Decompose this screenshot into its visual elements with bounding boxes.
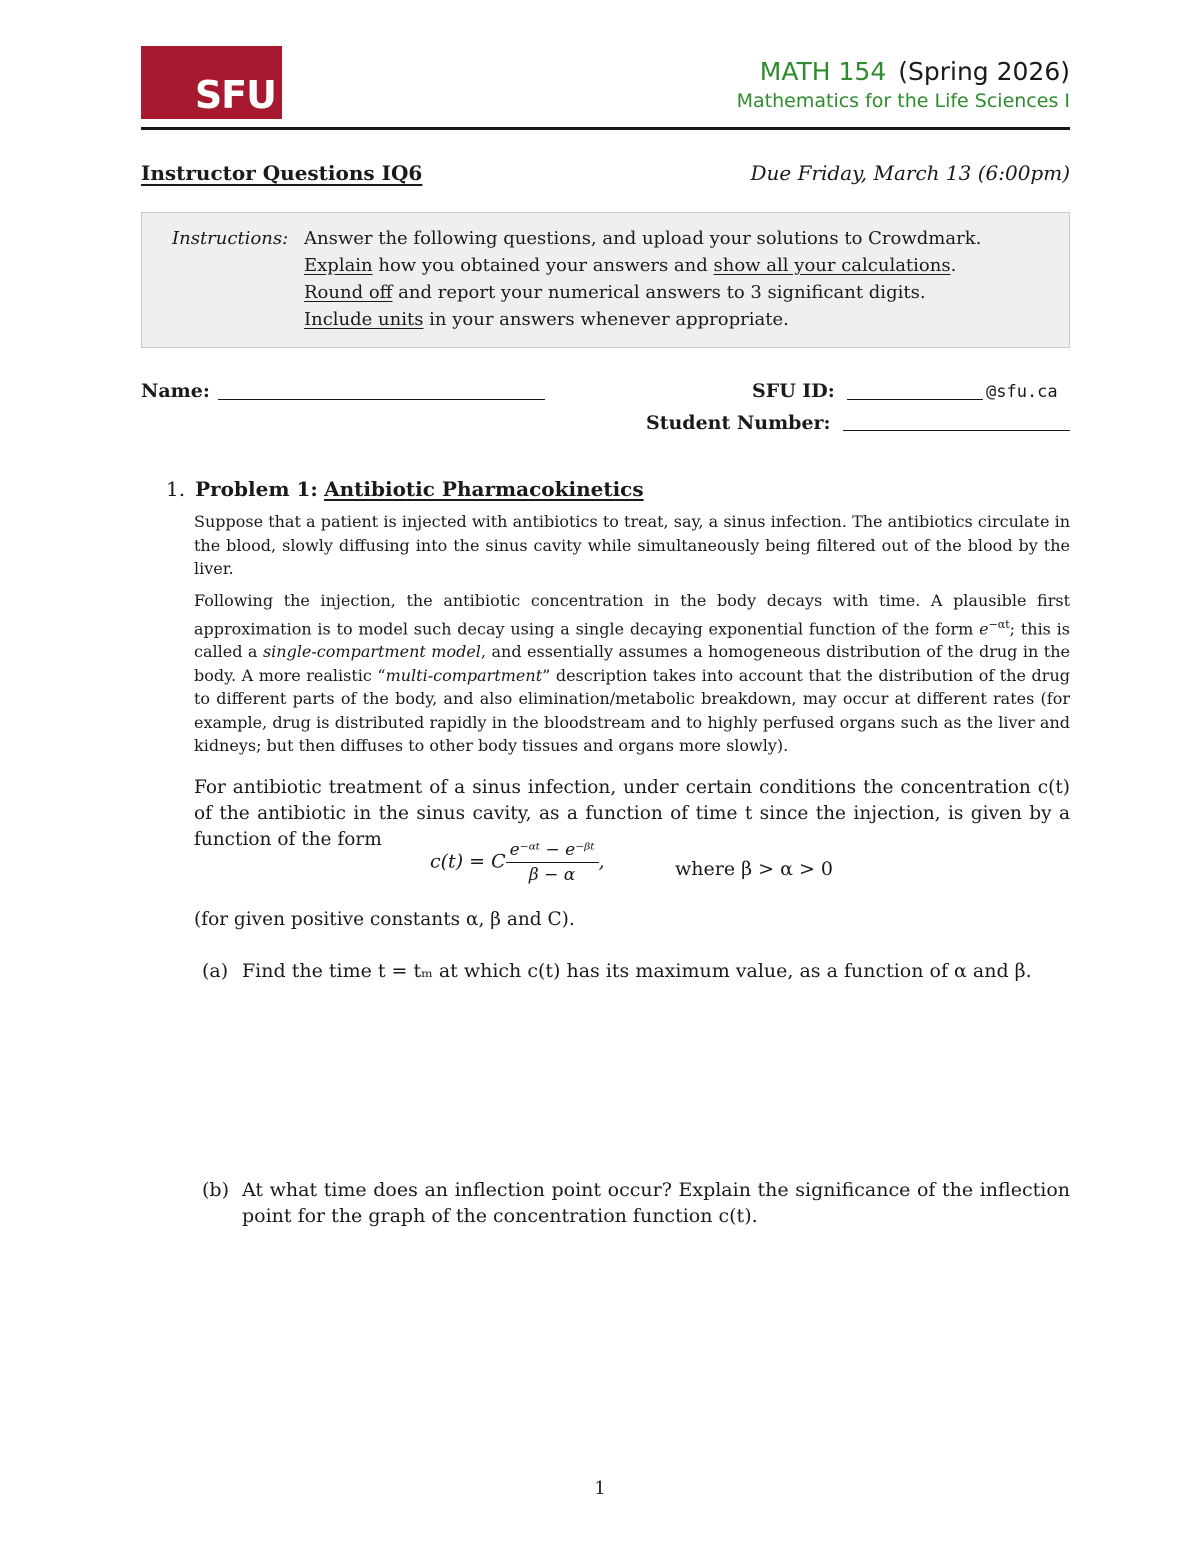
- instruction-emphasis: Include units: [304, 309, 424, 330]
- name-label: Name:: [141, 380, 210, 402]
- course-title: [760, 57, 1070, 86]
- formula-condition: where β > α > 0: [675, 858, 834, 880]
- instruction-line-3: [304, 282, 926, 303]
- instruction-text: in your answers whenever appropriate.: [423, 309, 789, 330]
- sfu-id-field[interactable]: [847, 399, 983, 400]
- instruction-text: and report your numerical answers to 3 significant digits.: [392, 282, 926, 303]
- paragraph-emphasis: multi-compartment: [385, 665, 543, 685]
- instruction-emphasis: show all your calculations: [713, 255, 951, 276]
- problem-prefix: Problem 1:: [195, 477, 318, 501]
- header-rule: [141, 127, 1070, 130]
- problem-number: 1.: [166, 477, 186, 501]
- sfu-id-suffix: @sfu.ca: [986, 382, 1058, 402]
- part-b-text: At what time does an inflection point occur? Explain the significance of the inflection point for the graph of the concentration function c(t).: [242, 1179, 1070, 1227]
- name-field[interactable]: [218, 399, 545, 400]
- instruction-text: how you obtained your answers and: [372, 255, 714, 276]
- problem-title: Antibiotic Pharmacokinetics: [324, 477, 644, 501]
- sfu-id-label: SFU ID:: [752, 380, 835, 402]
- problem-paragraph-1: Suppose that a patient is injected with antibiotics to treat, say, a sinus infection. The antibiotics circulate in the blood, slowly diffusing into the sinus cavity while simultaneously being filtered out of the blood by the liver.: [194, 512, 1070, 578]
- formula-lhs: c(t) = C: [430, 850, 506, 873]
- student-number-field[interactable]: [843, 430, 1070, 431]
- problem-paragraph-4: (for given positive constants α, β and C).: [194, 909, 575, 930]
- paragraph-text: ” description takes into account that the distribution of the drug to different parts of the body, and also elimination/metabolic breakdown, may occur at different rates (for example, drug is distributed rapidly in the bloodstream and to highly perfused organs such as the liver and kidneys; but then diffuses to other body tissues and organs more slowly).: [194, 665, 1070, 756]
- assignment-title: Instructor Questions IQ6: [141, 161, 423, 185]
- problem-paragraph-3: For antibiotic treatment of a sinus infection, under certain conditions the concentration c(t) of the antibiotic in the sinus cavity, as a function of time t since the injection, is given by a function of the form: [194, 777, 1070, 850]
- formula-denominator: β − α: [528, 865, 576, 885]
- sfu-logo: [141, 46, 282, 119]
- part-a-label: (a): [202, 960, 229, 982]
- paragraph-text: , and essentially assumes a homogeneous distribution of the drug in the body. A more realistic “: [194, 642, 1070, 685]
- student-number-label: Student Number:: [646, 412, 831, 434]
- course-term: (Spring 2026): [898, 57, 1070, 86]
- page-number: 1: [594, 1478, 606, 1499]
- due-date: Due Friday, March 13 (6:00pm): [750, 161, 1070, 185]
- instruction-emphasis: Explain: [304, 255, 373, 276]
- problem-heading: [166, 477, 644, 501]
- instruction-line-4: [304, 309, 789, 330]
- math-exp-base: e: [979, 618, 989, 638]
- course-name: Mathematics for the Life Sciences I: [736, 90, 1070, 112]
- instruction-text: .: [950, 255, 957, 276]
- math-exp-sup: −αt: [988, 617, 1010, 631]
- formula-fraction: [506, 840, 599, 885]
- logo-text: SFU: [194, 73, 276, 117]
- instructions-label: Instructions:: [172, 228, 289, 249]
- instruction-text: Answer the following questions, and upload your solutions to Crowdmark.: [304, 228, 982, 249]
- question-part-a: [202, 958, 1070, 984]
- instruction-emphasis: Round off: [304, 282, 393, 303]
- formula-numerator: e⁻ᵅᵗ − e⁻ᵝᵗ: [506, 840, 599, 863]
- question-part-b: [202, 1177, 1070, 1229]
- paragraph-emphasis: single-compartment model: [262, 642, 481, 662]
- instruction-line-1: [304, 228, 981, 249]
- problem-paragraph-2: [194, 589, 1070, 758]
- course-code: MATH 154: [759, 57, 887, 86]
- paragraph-text: Following the injection, the antibiotic concentration in the body decays with time. A plausible first approximation is to model such decay using a single decaying exponential function of the form: [194, 591, 1070, 638]
- paragraph-text: ; this is called a: [194, 618, 1070, 662]
- concentration-formula: [430, 840, 605, 885]
- instruction-line-2: [304, 255, 956, 276]
- formula-comma: ,: [598, 850, 605, 873]
- part-a-text: Find the time t = tₘ at which c(t) has its maximum value, as a function of α and β.: [242, 960, 1032, 982]
- part-b-label: (b): [202, 1179, 229, 1201]
